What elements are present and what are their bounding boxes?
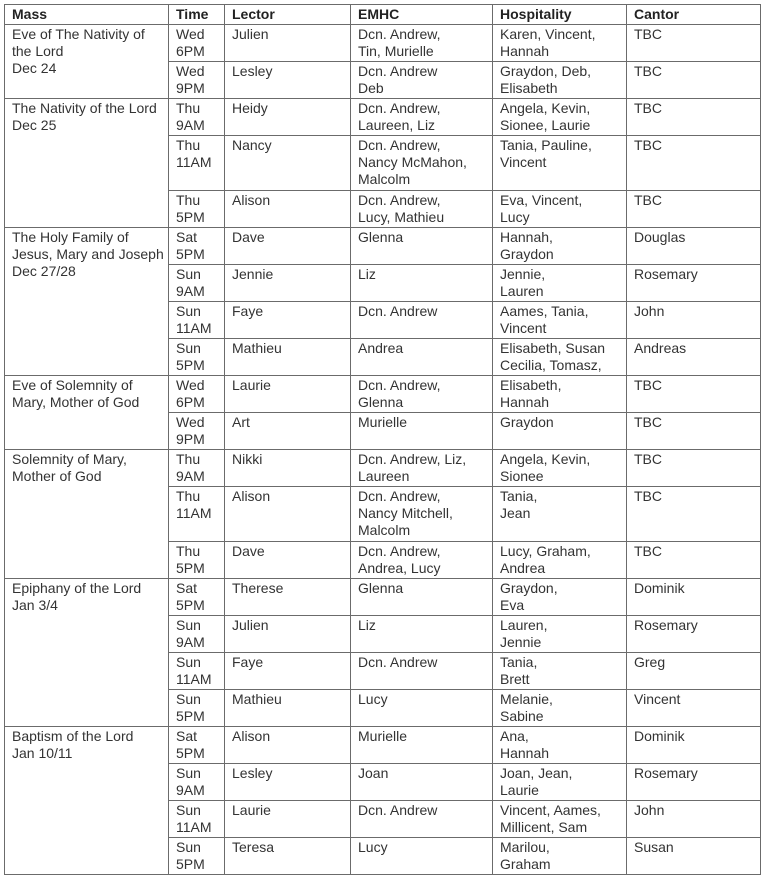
table-row xyxy=(5,727,761,764)
emhc-cell: Murielle xyxy=(351,727,493,764)
hospitality-cell: Tania, Brett xyxy=(493,653,627,690)
hospitality-cell: Tania, Pauline, Vincent xyxy=(493,136,627,191)
cantor-cell: Greg xyxy=(627,653,761,690)
hospitality-cell: Lauren, Jennie xyxy=(493,616,627,653)
hospitality-cell: Ana, Hannah xyxy=(493,727,627,764)
cantor-cell: TBC xyxy=(627,413,761,450)
emhc-cell: Dcn. Andrew xyxy=(351,302,493,339)
cantor-cell: TBC xyxy=(627,450,761,487)
header-cantor: Cantor xyxy=(627,5,761,25)
emhc-cell: Liz xyxy=(351,265,493,302)
cantor-cell: Susan xyxy=(627,838,761,875)
lector-cell: Faye xyxy=(225,653,351,690)
lector-cell: Alison xyxy=(225,487,351,542)
time-cell: Sat 5PM xyxy=(169,727,225,764)
hospitality-cell: Vincent, Aames, Millicent, Sam xyxy=(493,801,627,838)
lector-cell: Alison xyxy=(225,727,351,764)
emhc-cell: Dcn. Andrew xyxy=(351,801,493,838)
emhc-cell: Dcn. Andrew, Andrea, Lucy xyxy=(351,542,493,579)
time-cell: Sun 5PM xyxy=(169,838,225,875)
time-cell: Sun 9AM xyxy=(169,616,225,653)
time-cell: Sun 9AM xyxy=(169,265,225,302)
table-row xyxy=(5,376,761,413)
emhc-cell: Dcn. Andrew, Tin, Murielle xyxy=(351,25,493,62)
time-cell: Sat 5PM xyxy=(169,228,225,265)
table-row xyxy=(5,99,761,136)
mass-name-cell: Baptism of the Lord Jan 10/11 xyxy=(5,727,169,875)
lector-cell: Alison xyxy=(225,191,351,228)
time-cell: Sun 11AM xyxy=(169,653,225,690)
cantor-cell: TBC xyxy=(627,376,761,413)
hospitality-cell: Aames, Tania, Vincent xyxy=(493,302,627,339)
hospitality-cell: Jennie, Lauren xyxy=(493,265,627,302)
hospitality-cell: Graydon, Eva xyxy=(493,579,627,616)
lector-cell: Nikki xyxy=(225,450,351,487)
mass-name-cell: Epiphany of the Lord Jan 3/4 xyxy=(5,579,169,727)
header-lector: Lector xyxy=(225,5,351,25)
lector-cell: Lesley xyxy=(225,764,351,801)
lector-cell: Julien xyxy=(225,25,351,62)
time-cell: Thu 9AM xyxy=(169,450,225,487)
cantor-cell: TBC xyxy=(627,25,761,62)
emhc-cell: Murielle xyxy=(351,413,493,450)
header-row xyxy=(5,5,761,25)
mass-schedule-table xyxy=(4,4,761,875)
hospitality-cell: Karen, Vincent, Hannah xyxy=(493,25,627,62)
hospitality-cell: Lucy, Graham, Andrea xyxy=(493,542,627,579)
time-cell: Thu 5PM xyxy=(169,191,225,228)
emhc-cell: Dcn. Andrew, Nancy Mitchell, Malcolm xyxy=(351,487,493,542)
time-cell: Sun 5PM xyxy=(169,339,225,376)
emhc-cell: Dcn. Andrew, Glenna xyxy=(351,376,493,413)
lector-cell: Faye xyxy=(225,302,351,339)
time-cell: Thu 11AM xyxy=(169,487,225,542)
header-hospitality: Hospitality xyxy=(493,5,627,25)
lector-cell: Julien xyxy=(225,616,351,653)
hospitality-cell: Joan, Jean, Laurie xyxy=(493,764,627,801)
mass-name-cell: Eve of Solemnity of Mary, Mother of God xyxy=(5,376,169,450)
cantor-cell: TBC xyxy=(627,487,761,542)
time-cell: Sat 5PM xyxy=(169,579,225,616)
hospitality-cell: Graydon, Deb, Elisabeth xyxy=(493,62,627,99)
time-cell: Wed 6PM xyxy=(169,25,225,62)
emhc-cell: Andrea xyxy=(351,339,493,376)
table-body xyxy=(5,25,761,875)
table-row xyxy=(5,228,761,265)
hospitality-cell: Melanie, Sabine xyxy=(493,690,627,727)
cantor-cell: TBC xyxy=(627,542,761,579)
hospitality-cell: Graydon xyxy=(493,413,627,450)
lector-cell: Dave xyxy=(225,542,351,579)
emhc-cell: Dcn. Andrew Deb xyxy=(351,62,493,99)
hospitality-cell: Angela, Kevin, Sionee xyxy=(493,450,627,487)
emhc-cell: Lucy xyxy=(351,690,493,727)
header-emhc: EMHC xyxy=(351,5,493,25)
cantor-cell: Douglas xyxy=(627,228,761,265)
lector-cell: Dave xyxy=(225,228,351,265)
table-header xyxy=(5,5,761,25)
lector-cell: Laurie xyxy=(225,801,351,838)
hospitality-cell: Hannah, Graydon xyxy=(493,228,627,265)
time-cell: Sun 11AM xyxy=(169,801,225,838)
cantor-cell: TBC xyxy=(627,62,761,99)
time-cell: Thu 11AM xyxy=(169,136,225,191)
emhc-cell: Dcn. Andrew, Nancy McMahon, Malcolm xyxy=(351,136,493,191)
time-cell: Wed 6PM xyxy=(169,376,225,413)
cantor-cell: Vincent xyxy=(627,690,761,727)
lector-cell: Heidy xyxy=(225,99,351,136)
emhc-cell: Joan xyxy=(351,764,493,801)
lector-cell: Art xyxy=(225,413,351,450)
hospitality-cell: Marilou, Graham xyxy=(493,838,627,875)
header-mass: Mass xyxy=(5,5,169,25)
emhc-cell: Dcn. Andrew, Lucy, Mathieu xyxy=(351,191,493,228)
cantor-cell: John xyxy=(627,302,761,339)
mass-name-cell: The Nativity of the Lord Dec 25 xyxy=(5,99,169,228)
mass-name-cell: The Holy Family of Jesus, Mary and Joseph Dec 27/28 xyxy=(5,228,169,376)
cantor-cell: Rosemary xyxy=(627,616,761,653)
time-cell: Sun 5PM xyxy=(169,690,225,727)
cantor-cell: Andreas xyxy=(627,339,761,376)
emhc-cell: Dcn. Andrew, Liz, Laureen xyxy=(351,450,493,487)
header-time: Time xyxy=(169,5,225,25)
mass-name-cell: Solemnity of Mary, Mother of God xyxy=(5,450,169,579)
table-row xyxy=(5,450,761,487)
lector-cell: Mathieu xyxy=(225,339,351,376)
time-cell: Sun 11AM xyxy=(169,302,225,339)
hospitality-cell: Elisabeth, Susan Cecilia, Tomasz, xyxy=(493,339,627,376)
hospitality-cell: Eva, Vincent, Lucy xyxy=(493,191,627,228)
cantor-cell: Rosemary xyxy=(627,265,761,302)
time-cell: Sun 9AM xyxy=(169,764,225,801)
cantor-cell: Rosemary xyxy=(627,764,761,801)
lector-cell: Lesley xyxy=(225,62,351,99)
lector-cell: Mathieu xyxy=(225,690,351,727)
emhc-cell: Dcn. Andrew, Laureen, Liz xyxy=(351,99,493,136)
table-row xyxy=(5,25,761,62)
emhc-cell: Lucy xyxy=(351,838,493,875)
time-cell: Thu 9AM xyxy=(169,99,225,136)
cantor-cell: Dominik xyxy=(627,727,761,764)
hospitality-cell: Tania, Jean xyxy=(493,487,627,542)
cantor-cell: John xyxy=(627,801,761,838)
lector-cell: Laurie xyxy=(225,376,351,413)
cantor-cell: TBC xyxy=(627,191,761,228)
cantor-cell: TBC xyxy=(627,99,761,136)
lector-cell: Therese xyxy=(225,579,351,616)
hospitality-cell: Elisabeth, Hannah xyxy=(493,376,627,413)
cantor-cell: Dominik xyxy=(627,579,761,616)
lector-cell: Teresa xyxy=(225,838,351,875)
emhc-cell: Glenna xyxy=(351,228,493,265)
lector-cell: Nancy xyxy=(225,136,351,191)
time-cell: Thu 5PM xyxy=(169,542,225,579)
mass-name-cell: Eve of The Nativity of the Lord Dec 24 xyxy=(5,25,169,99)
emhc-cell: Liz xyxy=(351,616,493,653)
time-cell: Wed 9PM xyxy=(169,413,225,450)
cantor-cell: TBC xyxy=(627,136,761,191)
hospitality-cell: Angela, Kevin, Sionee, Laurie xyxy=(493,99,627,136)
table-row xyxy=(5,579,761,616)
emhc-cell: Dcn. Andrew xyxy=(351,653,493,690)
lector-cell: Jennie xyxy=(225,265,351,302)
time-cell: Wed 9PM xyxy=(169,62,225,99)
emhc-cell: Glenna xyxy=(351,579,493,616)
